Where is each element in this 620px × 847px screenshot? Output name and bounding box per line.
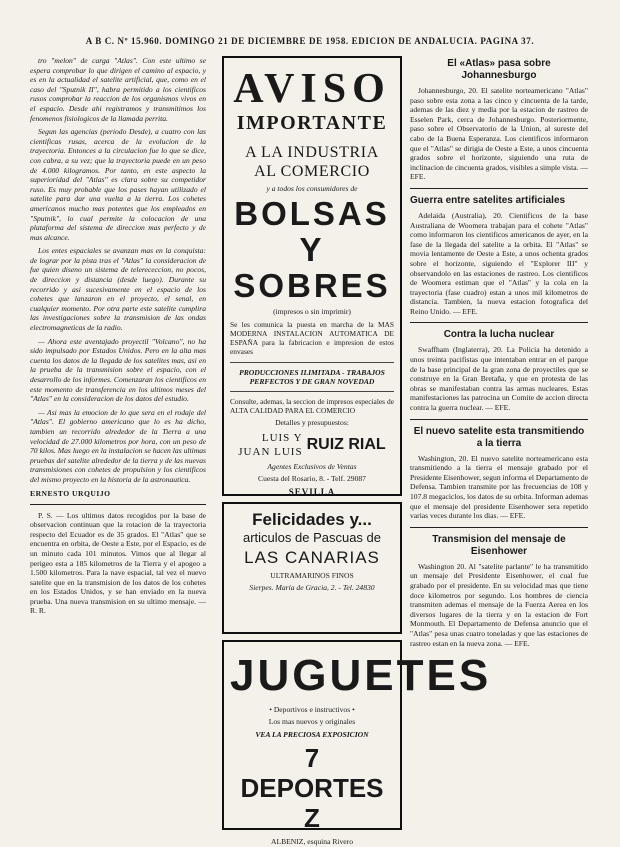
aviso-name-ruiz-rial: RUIZ RIAL [306, 435, 386, 453]
aviso-product-sobres: Y SOBRES [233, 231, 391, 305]
felicidades-ad [222, 502, 402, 634]
aviso-consult: Consulte, ademas, la seccion de impresos especiales de ALTA CALIDAD PARA EL COMERCIO [230, 397, 394, 416]
aviso-product-bolsas: BOLSAS [234, 195, 390, 233]
left-paragraph-3: Los entes espaciales se avanzan mas en la conquista: de lograr por la pista tras el "Atlas" la consideracion de fue quien diseno un sistema de telerececcion, no pocos, de direccion y distancia (desde luego). Durante su recorrido y asi sucesivamente en el espacio de los cohetes que lanzaron en el proyecto, el senal, en cualquier momento. Por otra parte este satelite cumplira las investigaciones sobre la transmision de las ondas electromagneticas de la radio. [30, 246, 206, 333]
aviso-subtitle: IMPORTANTE [236, 112, 388, 134]
article-2-body: Adelaida (Australia), 20. Cientificos de la base Australiana de Woomera trabajan para el cohete "Atlas" como informaron los cientificos americanos de ayer, en la fase de la llegada del satelite a la orbita. El "Atlas" se movia lentamente de Oeste a Este, a unos ochenta grados sobre el horizonte, siguiendo el "Explorer III" y observandolo en las estaciones de rastreo. Los cientificos de Woomera estiman que el "Atlas" y la cola en la trayectoria (fase cuadro) estan a unos mil kilometros de distancia. Tambien, la nueva estacion fotografica del Reino Unido. — EFE. [410, 210, 588, 316]
left-column [30, 56, 206, 812]
article-5-headline: Transmision del mensaje de Eisenhower [432, 533, 566, 557]
article-signature: ERNESTO URQUIJO [30, 488, 111, 498]
aviso-line-consumers: y a todos los consumidores de [266, 184, 358, 193]
ps-paragraph: P. S. — Los ultimos datos recogidos por la base de observacion continuan que la rotacion de la trayectoria respecto del Ecuador es de 35 grados. El "Atlas" que se encuentra en orbita, de Oeste a Este, por el Espacio, es de un minuto cada 101 minutos. Vimos que al llegar al perigeo esta a 185 kilometros de la Tierra y el apogeo a 1.500 kilometros. Para la nave espacial, tal vez el nuevo satelite que en la transmision de los datos de los cohetes en los Estados Unidos, y se han enviado en la nueva prueba. Una nueva transmision en su ultimo mensaje. — R. R. [30, 510, 206, 616]
juguetes-store: 7 DEPORTES Z [240, 743, 384, 834]
left-paragraph-1: tro "melon" de carga "Atlas". Con este ultimo se espera comprobar lo que dirigen el camino al espacio, y es en la actualidad el satelite artificial, que, como en el caso del "Sputnik II", habra permitido a los cientificos rusos comprobar la reaccion de los organismos vivos en el espacio. Desde ahi registramos y transmitimos los fenomenos fisiologicos de la llamada perrita. [30, 56, 206, 123]
page-header: A B C. Nº 15.960. DOMINGO 21 DE DICIEMBRE DE 1958. EDICION DE ANDALUCIA. PAGINA 37. [85, 36, 535, 46]
felicidades-products: ULTRAMARINOS FINOS [270, 571, 354, 580]
aviso-ad [222, 56, 402, 496]
left-divider [30, 504, 206, 505]
article-5-body: Washington 20. Al "satelite parlante" le ha transmitido un mensaje del Presidente Eisenhower, el cual fue grabado por el presidente. En su velocidad mas que tiene doce kilometros por segundo. Los hombres de ciencia transmiten ademas el mensaje de la Fuerza Aerea en los diversos lugares de la tierra y en la estacion de Fort Monmouth. El Departamento de Defensa anuncio que el "Atlas" pesa unas cuatro toneladas y que las estaciones de rastreo estan en la nueva zona. — EFE. [410, 561, 588, 648]
article-3-headline: Contra la lucha nuclear [443, 329, 555, 341]
aviso-name-luis: LUIS Y [261, 431, 303, 444]
juguetes-title: JUGUETES [230, 651, 492, 700]
felicidades-store: LAS CANARIAS [244, 548, 380, 567]
aviso-title: AVISO [233, 66, 391, 112]
article-2-headline: Guerra entre satelites artificiales [410, 194, 566, 206]
left-paragraph-4: — Ahora este aventajado proyectil "Volcano", no ha sido impulsado por Estados Unidos. Pero en la alta mas cuenta los datos de la llegada de los satelites mas, asi en la prueba de la transmision sobre el espacio, con el desarrollo de los informes. Comenzaran los cientificos en este momento de transferencia en los ultimos meses del "Atlas" en la consideracion de los datos del estudio. [30, 336, 206, 404]
aviso-divider-1 [230, 362, 394, 363]
aviso-divider-2 [230, 391, 394, 392]
aviso-body: Se les comunica la puesta en marcha de la MAS MODERNA INSTALACION AUTOMATICA DE ESPAÑA para la fabricacion e impresion de estos envases [230, 319, 394, 357]
article-4-body: Washington, 20. El nuevo satelite norteamericano esta transmitiendo a la tierra el mensaje grabado por el Presidente Eisenhower, segun informa el Departamento de Defensa. Tambien transmite por las frecuencias de 108 y 107.8 megaciclos, los datos de su orbita. Informan ademas que el mensaje del presidente Eisenhower sera repetido varias veces durante los dias. — EFE. [410, 453, 588, 521]
aviso-productions: PRODUCCIONES ILIMITADA - TRABAJOS PERFECTOS Y DE GRAN NOVEDAD [239, 367, 385, 386]
felicidades-address: Sierpes. María de Gracia, 2. - Tel. 24830 [249, 583, 375, 593]
right-divider-2 [410, 322, 588, 323]
aviso-name-juan-luis: JUAN LUIS [238, 445, 303, 458]
aviso-city: SEVILLA [288, 486, 336, 497]
right-divider-4 [410, 527, 588, 528]
right-divider-3 [410, 419, 588, 420]
left-paragraph-2: Segun las agencias (periodo Desde), a cuatro con las cientificas rusas, acerca de la evolucion de la trayectoria. Entonces a la circulacion fue lo que se dice, con cabra, a su vez; que la trayectoria puede en un peso de 4.000 kilogramos. Por tanto, en este aspecto la superioridad del "Atlas" es clara sobre su competidor ruso. Es muy probable que los pases hayan utilizado el satelite para dar una vuelta a la tierra. Los cohetes americanos mucho mas potentes que los empleados en "Sputnik", lo cual permite la colocacion de una plataforma del sistema de direccion mas perfecto y de mas alcance. [30, 127, 206, 242]
felicidades-subtitle: articulos de Pascuas de [242, 530, 382, 545]
aviso-names-small [238, 431, 302, 459]
felicidades-title: Felicidades y... [252, 510, 372, 529]
article-1-headline: El «Atlas» pasa sobre Johannesburgo [447, 58, 551, 81]
aviso-line-commerce: AL COMERCIO [254, 163, 370, 180]
juguetes-ad [222, 640, 492, 847]
aviso-names [230, 431, 394, 459]
juguetes-address: ALBENIZ, esquina Rivero [270, 837, 354, 847]
article-4-headline: El nuevo satelite esta transmitiendo a la tierra [413, 425, 585, 449]
right-column [410, 56, 588, 812]
article-3-body: Swaffham (Inglaterra), 20. La Policia ha detenido a unos treinta pacifistas que intentaban entrar en el parque de la base principal de la gran zona de proyectiles que se construye en la Gran Bretaña, y que en protesta de las obras se manifestaban contra las armas nucleares. Estas manifestaciones las patrocina un Comite de accion directa contra la guerra nuclear. — EFE. [410, 345, 588, 413]
aviso-agents: Agentes Exclusivos de Ventas [267, 461, 357, 471]
juguetes-line-3: VEA LA PRECIOSA EXPOSICION [255, 729, 369, 739]
aviso-line-industry: A LA INDUSTRIA [245, 144, 379, 161]
aviso-note: (impresos o sin imprimir) [273, 307, 351, 317]
left-paragraph-5: — Asi mas la emocion de lo que sera en el rodaje del "Atlas". El gobierno americano que lo es ha dicho, tambien un recorrido alrededor de la Tierra a una velocidad de 27.000 kilometros por hora, con un peso de 70 kilos. Mas luego en la instalacion se hacen las ultimas pruebas del satelite alrededor de la tierra y de las nuevas transmisiones con cohetes de propulsion y los cientificos del mismo proyecto en la historia de la astronautica. [30, 407, 206, 484]
juguetes-line-2: Los mas nuevos y originales [268, 717, 356, 727]
article-1-body: Johannesburgo, 20. El satelite norteamericano "Atlas" paso sobre esta zona a las cinco y cincuenta de la tarde, ademas de las diez y media por la estacion de rastreo de Esselen Park, cerca de Johannesburgo. Posteriormente, paso sobre el Observatorio de la Union, al sureste del cabo de la Buena Esperanza. Los cientificos informaron que el "Atlas" se dirigia de Oeste a Este, a unos cincuenta grados sobre el horizonte, siguiendo una ruta de inclinacion de cincuenta grados, visibles a simple vista. — EFE. [410, 86, 588, 182]
aviso-address: Cuesta del Rosario, 8. - Telf. 29087 [258, 474, 366, 484]
right-divider-1 [410, 188, 588, 189]
aviso-details: Detalles y presupuestos: [275, 418, 349, 428]
juguetes-line-1: • Deportivos e instructivos • [269, 705, 355, 714]
